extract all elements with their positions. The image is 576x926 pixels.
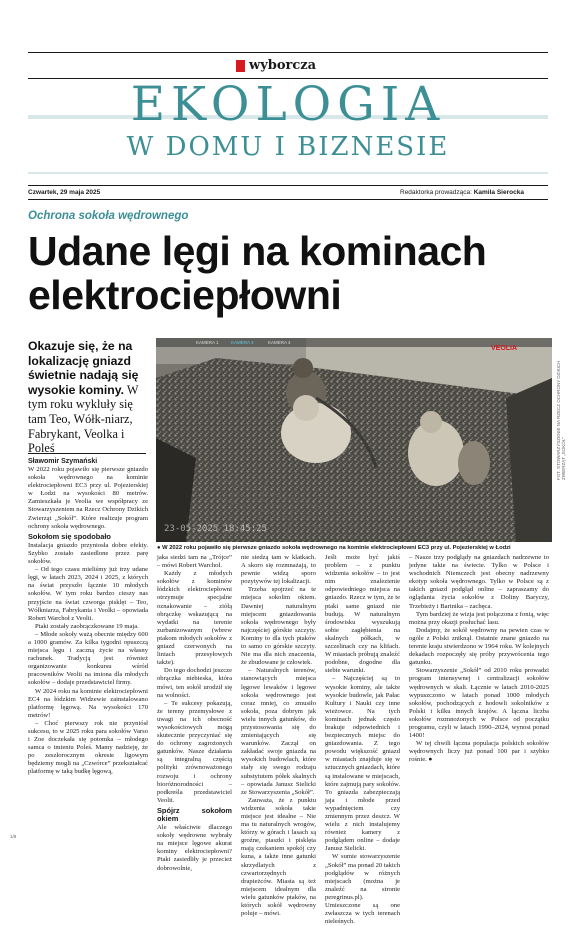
supplement-subtitle: W DOMU I BIZNESIE [126, 132, 450, 162]
issue-date: Czwartek, 29 maja 2025 [28, 189, 101, 196]
paragraph: W 2024 roku na kominie elektrociepłowni EC4 na łódzkim Widzewie zainstalowano platformę lęgową. Na wysokości 170 metrów! [28, 687, 148, 719]
paragraph: Tym bardziej że wizja jest połączona z fonią, więc można przy okazji posłuchać lasu. [409, 610, 549, 626]
paragraph: W tej chwili łączna populacja polskich sokołów wędrownych liczy już ponad 100 par i szybko rośnie. ● [409, 740, 549, 764]
supplement-title: EKOLOGIA [130, 77, 446, 132]
paragraph: Jeśli może być jakiś problem – z punktu widzenia sokołów – to jest nim znalezienie odpowiedniego miejsca na gniazdo. Rzecz w tym, że te ptaki same gniazd nie budują. W naturalnym środowisku wyszukują sobie zagłębienia na skalnych półkach, w szczelinach czy na klifach. W miastach próbują znaleźć podobne, dogodne dla siebie warunki. [325, 554, 400, 675]
lead-rest: W tym roku wykluły się tam Teo, Wółk-niarz, Fabrykant, Veolka i Poleś [28, 382, 139, 456]
column-2 [157, 554, 232, 873]
lead-bold: Okazuje się, że na lokalizację gniazd świetnie nadają się wysokie kominy. [28, 339, 139, 397]
date-rule-bottom [28, 199, 548, 200]
paragraph: – Od tego czasu mieliśmy już trzy udane lęgi, w latach 2023, 2024 i 2025, z których na świat przyszło łącznie 10 młodych sokołów. W tym roku bardzo cieszy nas przyjście na świat czworga pisklęt – Teo, Wółkniarza, Fabrykanta i Veolki – opowiada Robert Warchoł z Veolii. [28, 566, 148, 622]
paragraph: Ale właściwie dlaczego sokoły wędrowne wybrały na miejsce lęgowe akurat kominy elektrociepłowni? Ptaki zasiedliły je przecież dobrowolnie, [157, 824, 232, 872]
date-rule-top [28, 185, 548, 186]
title-band-bottom [28, 172, 548, 174]
author: Sławomir Szymański [28, 458, 98, 465]
column-5 [409, 554, 549, 764]
camera-label-2: KAMERA 3 [231, 340, 254, 345]
paragraph: Ptaki zostały zaobrączkowane 19 maja. [35, 622, 139, 630]
camera-label-1: KAMERA 1 [196, 340, 219, 345]
intro-paragraph: W 2022 roku pojawiło się pierwsze gniazdo sokoła wędrownego na kominie elektrociepłowni EC3 przy ul. Pojezierskiej w Łodzi na wysokości 80 metrów. Zamieszkała je Veolia we współpracy ze Stowarzyszeniem na Rzecz Ochrony Dzikich Zwierząt „Sokół”. Które realizuje program ochrony sokoła wędrownego. [28, 466, 148, 530]
paragraph: – Choć pierwszy rok nie przyniósł sukcesu, to w 2025 roku para sokołów Varso i Zoe doczekała się potomka – młodego samca o imieniu Poleś. Mamy nadzieję, że po zeszłorocznym okresie ligowym będziemy mogli na „Czwórce” przekształcać platformę w taką budkę lęgową, [28, 719, 148, 776]
paragraph: – Naturalnych terenów, stanowiących miejsca lęgowe lewaków i lęgowe sokoła wędrownego jest coraz mniej, co zmusiło sokoła, poza dobrym jak wielu innych gatunków, do przystosowania się do zmieniających się warunków. Zaczął on zakładać swoje gniazda na wysokich budowlach, które stały się swego rodzaju substytutem półek skalnych – opowiada Janusz Sielicki ze Stowarzyszenia „Sokół”. [241, 667, 316, 796]
paragraph: – Młode sokoły ważą obecnie między 600 a 1000 gramów. Za kilka tygodni opuszczą miejsca lęgu i zaczną życie na własny rachunek. Tradycją jest również organizowanie konkursu wśród pracowników Veolii na imiona dla młodych sokołów – dodaje przedstawiciel firmy. [28, 630, 148, 687]
camera-label-3: KAMERA 4 [268, 340, 291, 345]
editor-prefix: Redaktorka prowadząca: [400, 189, 472, 196]
subhead-1: Sokołom się spodobało [28, 531, 111, 541]
column-3 [241, 554, 316, 918]
wyborcza-logo-text: wyborcza [249, 58, 317, 73]
paragraph: Każdy z młodych sokołów z kominów łódzkich elektrociepłowni otrzymuje specjalne oznakowanie – ziółą obrączkę wskazującą na wydatki na terenie zurbanizowanym (wbrew ptakom młodych sokołów z gniazd czerwonych na liniach przesyłowych także). [157, 570, 232, 667]
paragraph: – Te sukcesy pokazują, że tereny przemysłowe z uwagi na ich obecność wysokościowych mogą skutecznie przyczyniać się do ochrony zagrożonych gatunków. Nasze działania są integralną częścią polityki zrównoważonego rozwoju i ochrony bioróżnorodności – podkreśla przedstawiciel Veolii. [157, 699, 232, 804]
paragraph: Stowarzyszenie „Sokół” od 2010 roku prowadzi program intensywnej i centralizacji sokołów wędrownych w skali. Łącznie w latach 2010-2025 wypuszczono w latach ponad 1000 młodych sokołów, pochodzących z hodowli sokolników z Polski i kilku innych krajów. A łączna liczba sokołów rozmnożonych w Polsce od początku programu, czyli w latach 1990–2024, wynosi ponad 1400! [409, 667, 549, 740]
paragraph: jaka siedzi tam na „Trójce” – mówi Robert Warchoł. [157, 554, 232, 570]
paragraph: – Najczęściej są to wysokie kominy, ale także wysokie budowle, jak Pałac Kultury i Nauki czy inne wieżowce. Na tych kominach jednak często brakuje odpowiednich i bezpiecznych miejsc do gniazdowania. Z tego powodu większość gniazd w miastach znajduje się w sztucznych gniazdach, które są instalowane w miejscach, które zajmują pary sokołów. To gniazda zabezpieczają jaja i młode przed wypadnięciem czy zmiennym przez deszcz. W wielu z nich instalujemy również kamery z podglądem online – dodaje Janusz Sielicki. [325, 675, 400, 853]
author-rule [28, 453, 146, 454]
photo-credit: FOT. STOWARZYSZENIE NA RZECZ OCHRONY DZIKICH ZWIERZĄT „SOKÓŁ” [556, 360, 566, 480]
paragraph: W sumie stowarzyszenie „Sokół” ma ponad 20 takich podglądów w różnych miejscach (można je znaleźć na stronie peregrinus.pl). Umieszczone są one zwłaszcza w tych terenach nieleśnych. [325, 853, 400, 926]
subhead-2: Spójrz sokołom okiem [157, 805, 232, 823]
paragraph: Trzeba spojrzeć na te miejsca sokolim okiem. Dawniej naturalnym miejscem gniazdowania sokoła wędrownego były najczęściej górskie szczyty. Kominy to dla tych ptaków to samo co górskie szczyty. Nie ma dla nich znaczenia, że zbudowane je człowiek. [241, 586, 316, 667]
editor-credit [400, 189, 524, 196]
paragraph: Do tego dochodzi jeszcze obrączka niebieska, która mówi, ten sokół urodził się na wolności. [157, 667, 232, 699]
lead [28, 339, 146, 456]
headline: Udane lęgi na kominach elektrociepłowni [28, 228, 487, 318]
paragraph: Instalacja gniazdo przyniosła dobre efekty. Szybko zostało zasiedlone przez parę sokołów. [28, 541, 148, 566]
wyborcza-logo[interactable] [236, 58, 316, 73]
top-rule [28, 52, 548, 53]
photo-caption: ● W 2022 roku pojawiło się pierwsze gniazdo sokoła wędrownego na kominie elektrociepłowni EC3 przy ul. Pojezierskiej w Łodzi [157, 545, 511, 551]
paragraph: nie siedzą tam w klatkach. A skoro się rozmnażają, to pewnie widzą sporo pozytywów tej lokalizacji. [241, 554, 316, 586]
falcon-nest-image [156, 338, 552, 542]
falcon-nest-photo [156, 338, 552, 542]
paragraph: Zauważa, że z punktu widzenia sokoła takie miejsce jest idealne – Nie ma tu naturalnych wrogów, którzy w górach i lasach są groźne, ptaszki i pisklęta mają czekaniem spokój czy kuna, a także inne gatunki skrzydlatych z czwartorzędnych drapieżców. Miasta są też miejscem idealnym dla wielu gatunków ptaków, na których sokół wędrowny poluje – mówi. [241, 796, 316, 918]
column-4 [325, 554, 400, 926]
page-number: 1/8 [10, 834, 17, 839]
paragraph: – Nasze trzy podglądy na gniazdach nadrzewne to jedyne takie na świecie. Tylko w Polsce i wschodnich Niemczech jest obecny nadrzewny ekotyp sokoła wędrownego. Tylko w Polsce są z takich gniazd podgląd online – zapraszamy do oglądania życia sokołów z Doliny Baryczy, Trzebieży i Bartnika – zachęca. [409, 554, 549, 610]
paragraph: Dodajmy, że sokół wędrowny na pewien czas w ogóle z Polski zniknął. Ostatnie znane gniazdo na terenie kraju stwierdzono w 1964 roku. W kolejnych dekadach rozpoczęły się próby przywrócenia tego gatunku. [409, 626, 549, 667]
section-label: Ochrona sokoła wędrownego [28, 210, 189, 222]
column-1 [28, 466, 148, 777]
veolia-logo: VEOLIA [491, 345, 518, 352]
editor-name: Kamila Sierocka [473, 189, 524, 196]
photo-timestamp: 23-05-2025 18:45:25 [164, 524, 267, 534]
wyborcza-logo-mark [236, 60, 245, 72]
